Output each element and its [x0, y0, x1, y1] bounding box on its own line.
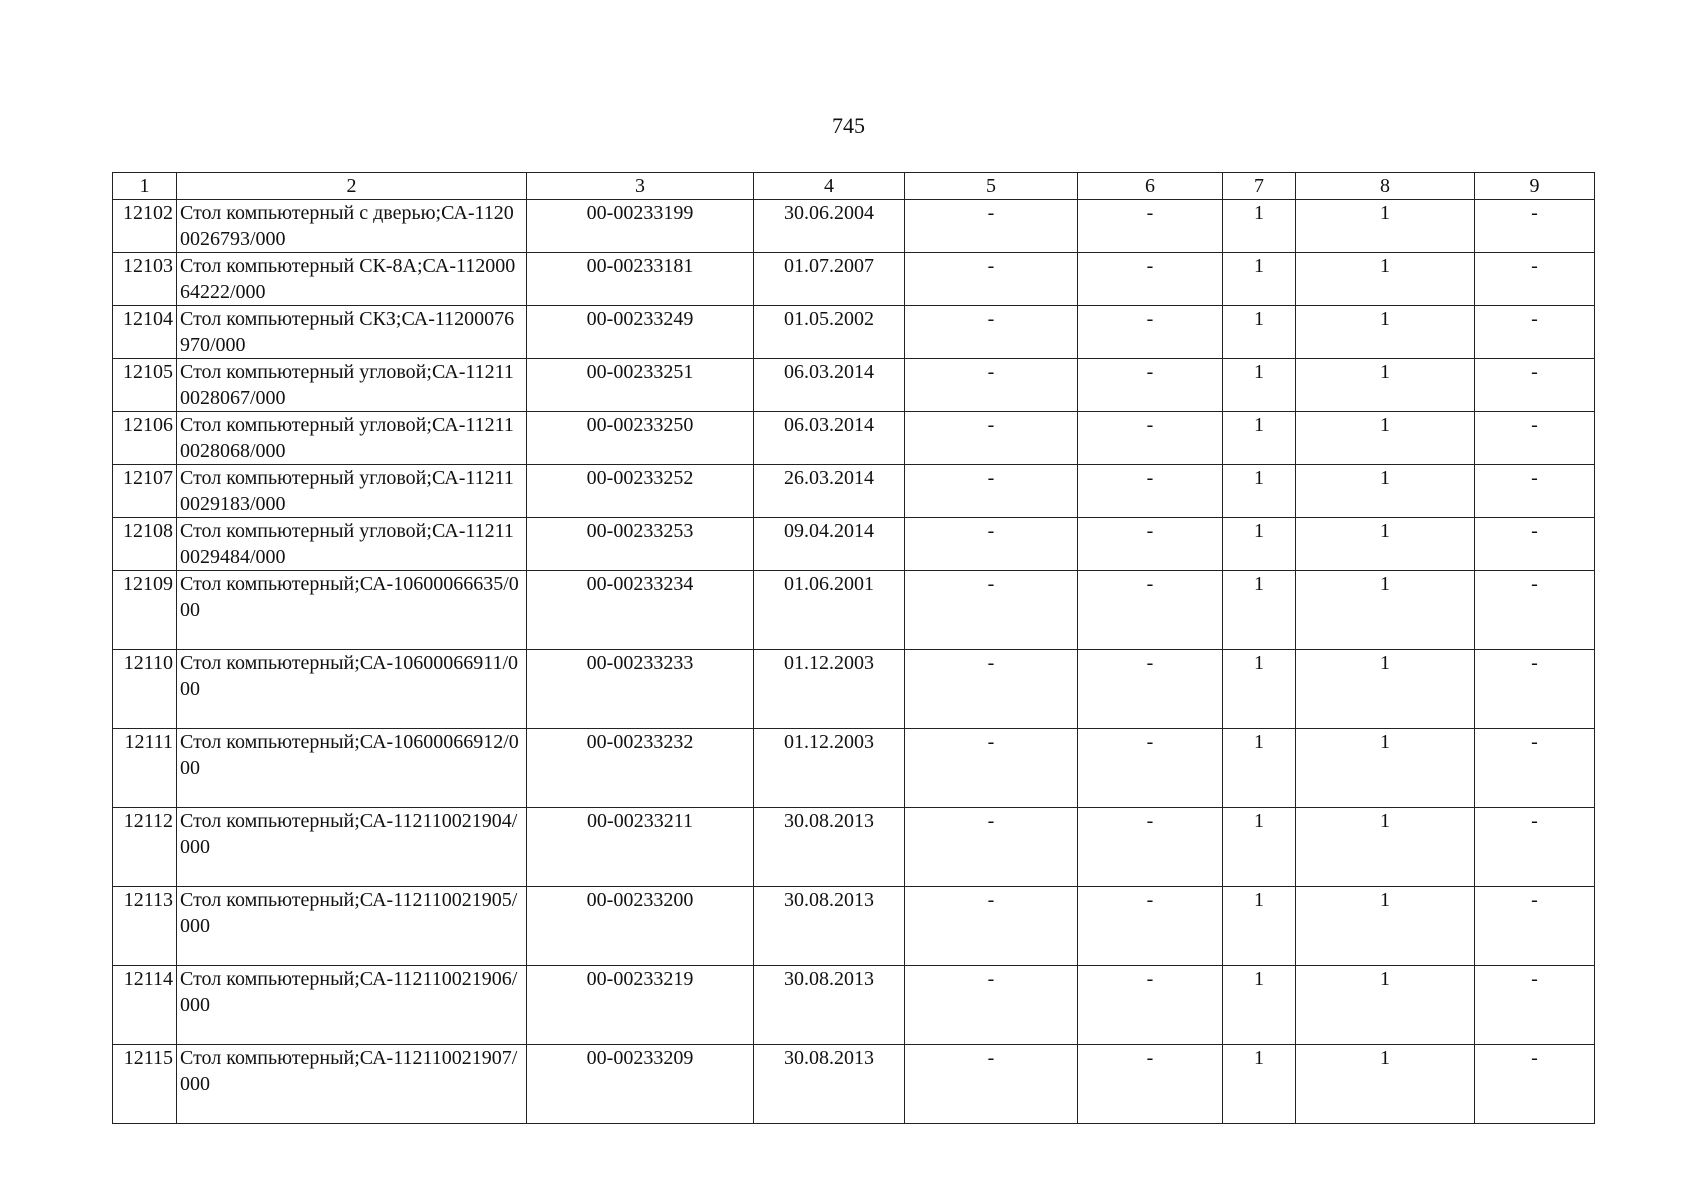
- column-5-cell: -: [905, 650, 1078, 729]
- table-row: [113, 729, 1595, 808]
- header-row: [113, 173, 1595, 200]
- item-name-cell: Стол компьютерный;СА-10600066911/000: [177, 650, 527, 729]
- column-9-cell: -: [1475, 518, 1595, 571]
- inventory-code-cell: 00-00233209: [527, 1045, 754, 1124]
- table-row: [113, 200, 1595, 253]
- column-8-cell: 1: [1296, 887, 1475, 966]
- column-header: 1: [113, 173, 177, 200]
- row-number-cell: 12109: [113, 571, 177, 650]
- column-header: 7: [1223, 173, 1296, 200]
- column-7-cell: 1: [1223, 887, 1296, 966]
- column-5-cell: -: [905, 808, 1078, 887]
- column-6-cell: -: [1078, 650, 1223, 729]
- column-9-cell: -: [1475, 306, 1595, 359]
- column-7-cell: 1: [1223, 253, 1296, 306]
- column-7-cell: 1: [1223, 518, 1296, 571]
- row-number-cell: 12105: [113, 359, 177, 412]
- item-name-cell: Стол компьютерный СКЗ;СА-11200076970/000: [177, 306, 527, 359]
- column-header: 9: [1475, 173, 1595, 200]
- column-7-cell: 1: [1223, 571, 1296, 650]
- inventory-code-cell: 00-00233211: [527, 808, 754, 887]
- inventory-code-cell: 00-00233181: [527, 253, 754, 306]
- column-6-cell: -: [1078, 966, 1223, 1045]
- column-6-cell: -: [1078, 1045, 1223, 1124]
- column-header: 3: [527, 173, 754, 200]
- column-7-cell: 1: [1223, 200, 1296, 253]
- column-8-cell: 1: [1296, 808, 1475, 887]
- date-cell: 30.08.2013: [754, 887, 905, 966]
- column-9-cell: -: [1475, 966, 1595, 1045]
- column-9-cell: -: [1475, 1045, 1595, 1124]
- column-8-cell: 1: [1296, 571, 1475, 650]
- column-5-cell: -: [905, 412, 1078, 465]
- column-9-cell: -: [1475, 571, 1595, 650]
- item-name-cell: Стол компьютерный угловой;СА-112110029183/000: [177, 465, 527, 518]
- column-8-cell: 1: [1296, 359, 1475, 412]
- table-row: [113, 412, 1595, 465]
- column-8-cell: 1: [1296, 412, 1475, 465]
- column-8-cell: 1: [1296, 966, 1475, 1045]
- inventory-code-cell: 00-00233249: [527, 306, 754, 359]
- column-8-cell: 1: [1296, 306, 1475, 359]
- column-6-cell: -: [1078, 253, 1223, 306]
- column-6-cell: -: [1078, 306, 1223, 359]
- column-6-cell: -: [1078, 412, 1223, 465]
- column-8-cell: 1: [1296, 200, 1475, 253]
- table-row: [113, 359, 1595, 412]
- column-6-cell: -: [1078, 729, 1223, 808]
- column-9-cell: -: [1475, 808, 1595, 887]
- item-name-cell: Стол компьютерный СК-8А;СА-11200064222/000: [177, 253, 527, 306]
- item-name-cell: Стол компьютерный;СА-10600066912/000: [177, 729, 527, 808]
- date-cell: 01.12.2003: [754, 729, 905, 808]
- column-header: 4: [754, 173, 905, 200]
- inventory-code-cell: 00-00233219: [527, 966, 754, 1045]
- inventory-code-cell: 00-00233252: [527, 465, 754, 518]
- column-7-cell: 1: [1223, 966, 1296, 1045]
- column-9-cell: -: [1475, 200, 1595, 253]
- row-number-cell: 12115: [113, 1045, 177, 1124]
- column-5-cell: -: [905, 518, 1078, 571]
- date-cell: 01.07.2007: [754, 253, 905, 306]
- row-number-cell: 12103: [113, 253, 177, 306]
- column-9-cell: -: [1475, 729, 1595, 808]
- date-cell: 30.08.2013: [754, 1045, 905, 1124]
- table-row: [113, 887, 1595, 966]
- row-number-cell: 12110: [113, 650, 177, 729]
- column-6-cell: -: [1078, 808, 1223, 887]
- row-number-cell: 12111: [113, 729, 177, 808]
- row-number-cell: 12114: [113, 966, 177, 1045]
- date-cell: 30.08.2013: [754, 966, 905, 1045]
- date-cell: 30.06.2004: [754, 200, 905, 253]
- row-number-cell: 12108: [113, 518, 177, 571]
- date-cell: 09.04.2014: [754, 518, 905, 571]
- page-number: 745: [832, 113, 865, 138]
- inventory-code-cell: 00-00233251: [527, 359, 754, 412]
- column-9-cell: -: [1475, 650, 1595, 729]
- table-row: [113, 465, 1595, 518]
- table-row: [113, 306, 1595, 359]
- column-8-cell: 1: [1296, 465, 1475, 518]
- column-header: 2: [177, 173, 527, 200]
- column-5-cell: -: [905, 1045, 1078, 1124]
- column-5-cell: -: [905, 200, 1078, 253]
- column-9-cell: -: [1475, 412, 1595, 465]
- date-cell: 01.06.2001: [754, 571, 905, 650]
- column-5-cell: -: [905, 571, 1078, 650]
- inventory-code-cell: 00-00233234: [527, 571, 754, 650]
- column-6-cell: -: [1078, 200, 1223, 253]
- column-header: 5: [905, 173, 1078, 200]
- column-8-cell: 1: [1296, 729, 1475, 808]
- column-5-cell: -: [905, 306, 1078, 359]
- date-cell: 26.03.2014: [754, 465, 905, 518]
- column-8-cell: 1: [1296, 1045, 1475, 1124]
- column-7-cell: 1: [1223, 306, 1296, 359]
- table-row: [113, 518, 1595, 571]
- column-header: 8: [1296, 173, 1475, 200]
- item-name-cell: Стол компьютерный;СА-112110021906/000: [177, 966, 527, 1045]
- date-cell: 01.05.2002: [754, 306, 905, 359]
- inventory-table: [112, 172, 1595, 1124]
- table-row: [113, 1045, 1595, 1124]
- inventory-code-cell: 00-00233233: [527, 650, 754, 729]
- column-9-cell: -: [1475, 253, 1595, 306]
- column-9-cell: -: [1475, 887, 1595, 966]
- column-5-cell: -: [905, 966, 1078, 1045]
- column-5-cell: -: [905, 465, 1078, 518]
- column-9-cell: -: [1475, 359, 1595, 412]
- row-number-cell: 12104: [113, 306, 177, 359]
- column-7-cell: 1: [1223, 650, 1296, 729]
- inventory-code-cell: 00-00233250: [527, 412, 754, 465]
- item-name-cell: Стол компьютерный угловой;СА-112110028068/000: [177, 412, 527, 465]
- column-6-cell: -: [1078, 887, 1223, 966]
- column-8-cell: 1: [1296, 253, 1475, 306]
- column-7-cell: 1: [1223, 729, 1296, 808]
- date-cell: 01.12.2003: [754, 650, 905, 729]
- table-row: [113, 650, 1595, 729]
- column-5-cell: -: [905, 729, 1078, 808]
- column-5-cell: -: [905, 887, 1078, 966]
- row-number-cell: 12112: [113, 808, 177, 887]
- column-6-cell: -: [1078, 518, 1223, 571]
- item-name-cell: Стол компьютерный с дверью;СА-11200026793/000: [177, 200, 527, 253]
- inventory-code-cell: 00-00233232: [527, 729, 754, 808]
- row-number-cell: 12113: [113, 887, 177, 966]
- inventory-code-cell: 00-00233253: [527, 518, 754, 571]
- column-8-cell: 1: [1296, 650, 1475, 729]
- item-name-cell: Стол компьютерный;СА-112110021907/000: [177, 1045, 527, 1124]
- table-row: [113, 966, 1595, 1045]
- column-6-cell: -: [1078, 571, 1223, 650]
- column-5-cell: -: [905, 253, 1078, 306]
- column-7-cell: 1: [1223, 1045, 1296, 1124]
- item-name-cell: Стол компьютерный;СА-112110021904/000: [177, 808, 527, 887]
- column-7-cell: 1: [1223, 808, 1296, 887]
- column-6-cell: -: [1078, 359, 1223, 412]
- column-9-cell: -: [1475, 465, 1595, 518]
- table-body: [113, 200, 1595, 1124]
- date-cell: 06.03.2014: [754, 359, 905, 412]
- table-row: [113, 808, 1595, 887]
- item-name-cell: Стол компьютерный;СА-10600066635/000: [177, 571, 527, 650]
- column-7-cell: 1: [1223, 465, 1296, 518]
- column-8-cell: 1: [1296, 518, 1475, 571]
- column-7-cell: 1: [1223, 359, 1296, 412]
- column-header: 6: [1078, 173, 1223, 200]
- column-5-cell: -: [905, 359, 1078, 412]
- date-cell: 06.03.2014: [754, 412, 905, 465]
- item-name-cell: Стол компьютерный угловой;СА-112110029484/000: [177, 518, 527, 571]
- table-row: [113, 571, 1595, 650]
- inventory-code-cell: 00-00233199: [527, 200, 754, 253]
- row-number-cell: 12102: [113, 200, 177, 253]
- row-number-cell: 12107: [113, 465, 177, 518]
- item-name-cell: Стол компьютерный;СА-112110021905/000: [177, 887, 527, 966]
- date-cell: 30.08.2013: [754, 808, 905, 887]
- table-row: [113, 253, 1595, 306]
- column-6-cell: -: [1078, 465, 1223, 518]
- inventory-code-cell: 00-00233200: [527, 887, 754, 966]
- column-7-cell: 1: [1223, 412, 1296, 465]
- item-name-cell: Стол компьютерный угловой;СА-112110028067/000: [177, 359, 527, 412]
- row-number-cell: 12106: [113, 412, 177, 465]
